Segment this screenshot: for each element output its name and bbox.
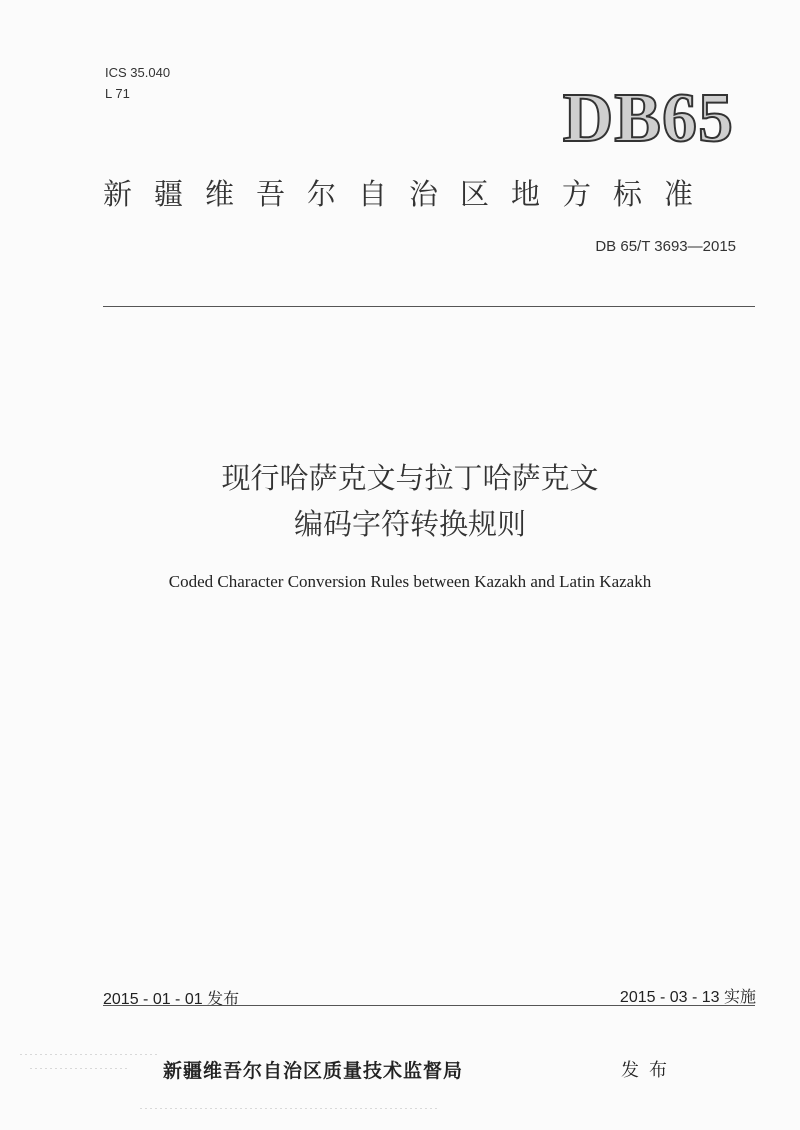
chinese-title-line-1: 现行哈萨克文与拉丁哈萨克文: [221, 461, 599, 495]
chinese-title: [0, 455, 800, 547]
db-logo-mark: DB65: [562, 80, 734, 157]
footer-divider: [103, 1005, 755, 1006]
issue-date: 2015 - 01 - 01 发布: [103, 991, 240, 1008]
ics-code: ICS 35.040: [105, 65, 171, 80]
standard-number: DB 65/T 3693—2015: [595, 238, 736, 255]
chinese-title-line-2: 编码字符转换规则: [293, 507, 526, 541]
scan-artifact: [140, 1108, 440, 1109]
classification-codes: [105, 62, 170, 104]
implementation-date: 2015 - 03 - 13 实施: [619, 989, 756, 1006]
scan-artifact: [30, 1068, 130, 1069]
scan-artifact: [20, 1054, 160, 1055]
issuing-authority: 新疆维吾尔自治区质量技术监督局: [163, 1060, 464, 1082]
header-divider: [103, 306, 755, 307]
standard-type-heading: 新疆维吾尔自治区地方标准: [103, 177, 716, 211]
ccs-code: L 71: [105, 86, 130, 101]
english-title: Coded Character Conversion Rules between Kazakh and Latin Kazakh: [168, 572, 652, 591]
issue-label: 发布: [621, 1060, 677, 1081]
